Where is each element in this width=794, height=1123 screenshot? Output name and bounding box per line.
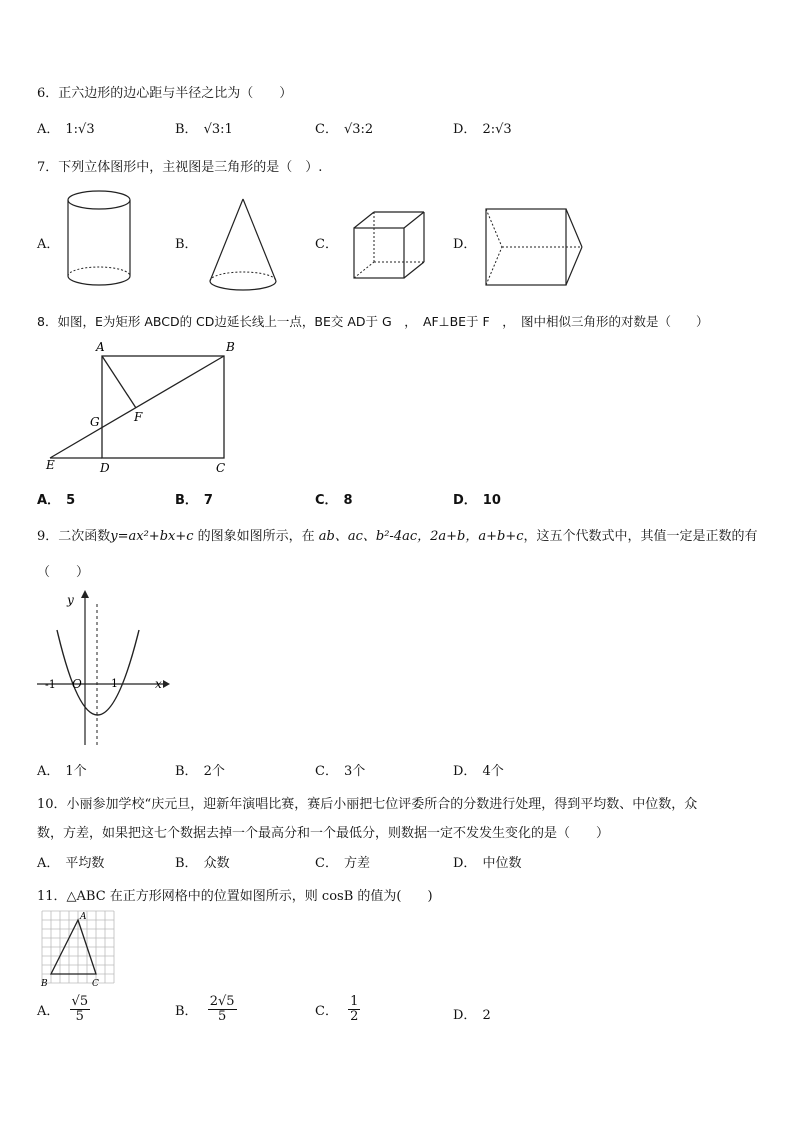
q7-option-c-label[interactable]: C． — [315, 237, 338, 252]
q10-option-d[interactable]: D． 中位数 — [453, 856, 522, 871]
q11-option-c[interactable]: C． $\frac{1}{2}$ — [315, 994, 359, 1025]
q11-stem: 11．△ABC 在正方形网格中的位置如图所示，则 cosB 的值为( ) — [37, 889, 433, 904]
axis-label-x: x — [155, 677, 162, 691]
label-b: B — [226, 340, 235, 354]
grid-label-c: C — [92, 979, 99, 989]
label-f: F — [134, 410, 143, 424]
q6-option-d[interactable]: D． 2:√3 — [453, 122, 512, 137]
cone-figure — [205, 195, 285, 295]
q7-option-d-label[interactable]: D． — [453, 237, 477, 252]
q6-option-c[interactable]: C． √3:2 — [315, 122, 374, 137]
q8-option-b[interactable]: B． 7 — [175, 493, 213, 508]
prism-figure — [482, 205, 592, 290]
q11-option-a[interactable]: A． $\frac{√5}{5}$ — [37, 994, 89, 1025]
origin-label: O — [72, 677, 82, 691]
q11-option-d[interactable]: D． 2 — [453, 1008, 491, 1023]
q10-stem-line1: 10．小丽参加学校“庆元旦，迎新年演唱比赛，赛后小丽把七位评委所合的分数进行处理，得到平均数、中位数，众 — [37, 797, 698, 812]
q9-stem: 9．二次函数y=ax²+bx+c 的图象如图所示，在 ab、ac、b²-4ac，2a+b，a+b+c，这五个代数式中，其值一定是正数的有 — [37, 529, 758, 544]
label-a: A — [96, 340, 105, 354]
q6-stem: 6．正六边形的边心距与半径之比为（ ） — [37, 86, 293, 101]
grid-label-a: A — [80, 912, 87, 922]
fraction: $\frac{2√5}{5}$ — [209, 994, 235, 1025]
parabola-figure — [35, 590, 175, 750]
tick-label-neg1: -1 — [45, 678, 56, 691]
q7-option-b-label[interactable]: B． — [175, 237, 198, 252]
fraction: $\frac{1}{2}$ — [350, 994, 359, 1025]
q8-stem: 8．如图，E为矩形 ABCD的 CD边延长线上一点，BE交 AD于 G ， AF⊥BE于 F ， 图中相似三角形的对数是（ ） — [37, 314, 709, 329]
q9-option-a[interactable]: A． 1个 — [37, 764, 87, 779]
grid-label-b: B — [41, 979, 48, 989]
cube-figure — [350, 208, 435, 283]
tick-label-1: 1 — [111, 677, 118, 690]
q6-option-a[interactable]: A． 1:√3 — [37, 122, 95, 137]
q6-option-b[interactable]: B． √3:1 — [175, 122, 233, 137]
label-d: D — [100, 461, 110, 475]
q11-option-b[interactable]: B． $\frac{2√5}{5}$ — [175, 994, 235, 1025]
q7-option-a-label[interactable]: A． — [37, 237, 60, 252]
label-g: G — [90, 415, 100, 429]
q10-stem-line2: 数，方差，如果把这七个数据去掉一个最高分和一个最低分，则数据一定不发发生变化的是（ ） — [37, 826, 610, 841]
fraction: $\frac{√5}{5}$ — [71, 994, 89, 1025]
q10-option-a[interactable]: A． 平均数 — [37, 856, 105, 871]
q9-option-b[interactable]: B． 2个 — [175, 764, 225, 779]
q8-option-a[interactable]: A． 5 — [37, 493, 76, 508]
q9-stem-line2: （ ） — [37, 565, 90, 580]
axis-label-y: y — [67, 593, 74, 607]
cylinder-figure — [60, 188, 140, 293]
rectangle-abcd-figure — [40, 338, 240, 478]
label-e: E — [46, 458, 55, 472]
q9-option-c[interactable]: C． 3个 — [315, 764, 366, 779]
q8-option-c[interactable]: C． 8 — [315, 493, 353, 508]
q10-option-b[interactable]: B． 众数 — [175, 856, 230, 871]
q10-option-c[interactable]: C． 方差 — [315, 856, 370, 871]
q9-option-d[interactable]: D． 4个 — [453, 764, 504, 779]
label-c: C — [216, 461, 226, 475]
q7-stem: 7．下列立体图形中，主视图是三角形的是（ ）. — [37, 160, 323, 175]
q8-option-d[interactable]: D． 10 — [453, 493, 501, 508]
grid-triangle-figure — [38, 907, 122, 991]
